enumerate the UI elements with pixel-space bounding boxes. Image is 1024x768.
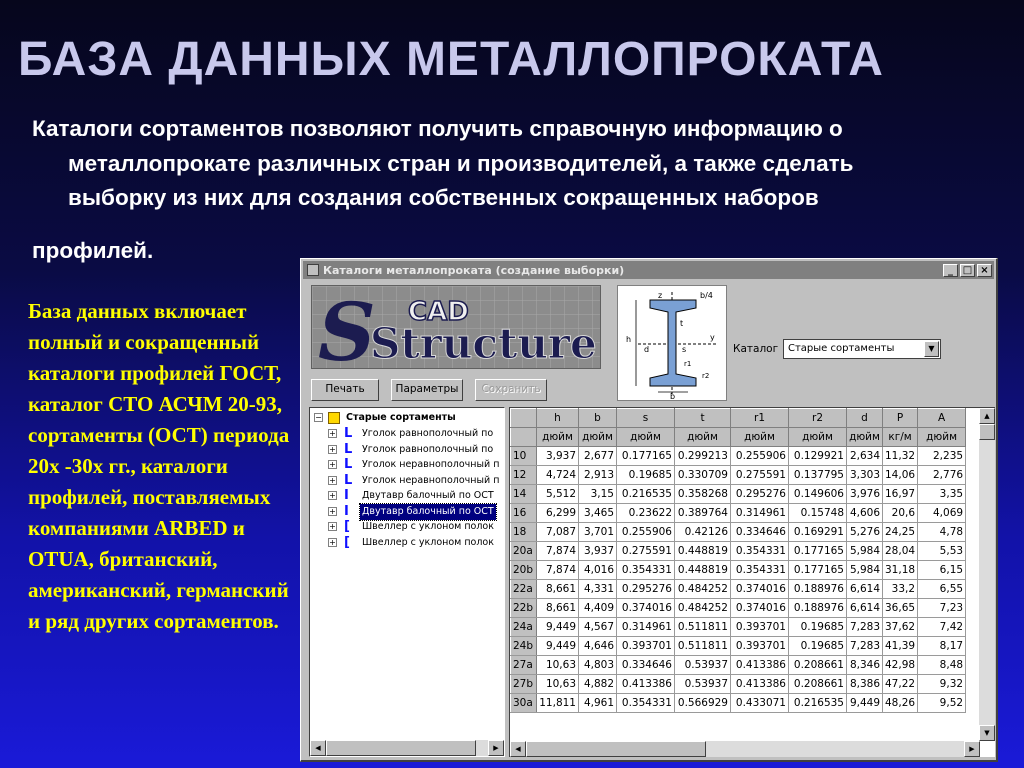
table-row[interactable] <box>511 485 966 504</box>
table-cell: 28,04 <box>883 542 918 561</box>
catalog-window <box>300 258 998 762</box>
grid-scroll-left-icon[interactable]: ◀ <box>510 741 526 757</box>
tree-item[interactable] <box>328 457 504 473</box>
table-cell: 0.354331 <box>617 561 675 580</box>
table-cell: 4,606 <box>847 504 883 523</box>
column-header: r1 <box>731 409 789 428</box>
unit-cell: дюйм <box>731 428 789 447</box>
table-cell: 0.393701 <box>731 637 789 656</box>
row-header: 27b <box>511 675 537 694</box>
label-b: b <box>670 392 676 400</box>
profile-data-grid[interactable] <box>509 407 995 757</box>
table-cell: 0.19685 <box>617 466 675 485</box>
unit-cell: дюйм <box>675 428 731 447</box>
parameters-button[interactable]: Параметры <box>391 379 463 401</box>
unit-cell: дюйм <box>789 428 847 447</box>
table-cell: 7,283 <box>847 637 883 656</box>
table-cell: 0.177165 <box>617 447 675 466</box>
table-cell: 0.53937 <box>675 656 731 675</box>
table-cell: 6,614 <box>847 580 883 599</box>
logo-big-s: S <box>318 286 376 368</box>
profile-shape-icon: L <box>344 457 353 472</box>
table-cell: 6,15 <box>918 561 966 580</box>
profile-shape-icon: [ <box>344 519 350 534</box>
table-cell: 0.354331 <box>617 694 675 713</box>
table-cell: 7,874 <box>537 542 579 561</box>
row-header: 16 <box>511 504 537 523</box>
table-cell: 4,069 <box>918 504 966 523</box>
table-cell: 0.413386 <box>731 656 789 675</box>
expand-icon[interactable]: + <box>329 475 336 485</box>
table-cell: 4,78 <box>918 523 966 542</box>
table-cell: 0.334646 <box>617 656 675 675</box>
table-cell: 0.15748 <box>789 504 847 523</box>
table-row[interactable] <box>511 542 966 561</box>
table-cell: 0.53937 <box>675 675 731 694</box>
expand-icon[interactable]: + <box>329 491 336 500</box>
table-cell: 0.448819 <box>675 561 731 580</box>
table-cell: 47,22 <box>883 675 918 694</box>
table-cell: 0.19685 <box>789 637 847 656</box>
profile-shape-icon: I <box>344 488 349 503</box>
table-cell: 0.374016 <box>731 599 789 618</box>
table-cell: 48,26 <box>883 694 918 713</box>
profile-table <box>510 408 966 713</box>
grid-header-row <box>511 409 966 428</box>
table-cell: 0.314961 <box>617 618 675 637</box>
expand-icon[interactable]: + <box>329 537 336 547</box>
table-cell: 7,874 <box>537 561 579 580</box>
table-row[interactable] <box>511 694 966 713</box>
table-cell: 8,48 <box>918 656 966 675</box>
table-cell: 0.354331 <box>731 542 789 561</box>
row-header: 22b <box>511 599 537 618</box>
grid-vertical-scrollbar[interactable] <box>979 408 995 741</box>
expand-icon[interactable]: + <box>329 522 336 531</box>
tree-item-label: Уголок равнополочный по <box>362 428 494 439</box>
table-cell: 0.255906 <box>617 523 675 542</box>
minimize-icon[interactable]: _ <box>943 264 958 277</box>
table-cell: 9,449 <box>847 694 883 713</box>
table-row[interactable] <box>511 637 966 656</box>
table-cell: 11,811 <box>537 694 579 713</box>
table-cell: 4,331 <box>579 580 617 599</box>
table-cell: 0.216535 <box>617 485 675 504</box>
table-cell: 0.448819 <box>675 542 731 561</box>
table-cell: 0.393701 <box>617 637 675 656</box>
tree-item-label: Двутавр балочный по ОСТ <box>360 504 496 520</box>
row-header: 30a <box>511 694 537 713</box>
unit-cell: кг/м <box>883 428 918 447</box>
window-titlebar[interactable] <box>303 261 994 279</box>
table-cell: 4,567 <box>579 618 617 637</box>
table-cell: 37,62 <box>883 618 918 637</box>
catalog-tree[interactable] <box>309 407 505 757</box>
table-cell: 7,087 <box>537 523 579 542</box>
table-cell: 0.149606 <box>789 485 847 504</box>
table-cell: 2,776 <box>918 466 966 485</box>
logo-structure-text: Structure <box>370 319 597 368</box>
row-header: 12 <box>511 466 537 485</box>
chevron-down-icon[interactable]: ▼ <box>924 341 939 357</box>
row-header: 18 <box>511 523 537 542</box>
table-cell: 3,35 <box>918 485 966 504</box>
table-cell: 0.216535 <box>789 694 847 713</box>
table-row[interactable] <box>511 675 966 694</box>
row-header: 10 <box>511 447 537 466</box>
tree-item-label: Двутавр балочный по ОСТ <box>362 490 494 501</box>
row-header: 14 <box>511 485 537 504</box>
table-cell: 42,98 <box>883 656 918 675</box>
table-cell: 8,386 <box>847 675 883 694</box>
label-r1: r1 <box>684 360 692 368</box>
slide-title: БАЗА ДАННЫХ МЕТАЛЛОПРОКАТА <box>18 33 884 86</box>
cad-structure-logo <box>311 285 601 369</box>
table-cell: 2,913 <box>579 466 617 485</box>
window-app-icon <box>307 264 319 276</box>
catalog-select-value: Старые сортаменты <box>788 343 895 354</box>
grid-scroll-right-icon[interactable]: ▶ <box>964 741 980 757</box>
tree-horizontal-scrollbar[interactable] <box>310 740 504 756</box>
table-cell: 0.188976 <box>789 580 847 599</box>
label-d: d <box>644 345 650 354</box>
table-cell: 0.354331 <box>731 561 789 580</box>
tree-item[interactable] <box>328 442 504 458</box>
table-cell: 0.42126 <box>675 523 731 542</box>
unit-cell: дюйм <box>537 428 579 447</box>
tree-item[interactable] <box>328 426 504 442</box>
table-cell: 0.255906 <box>731 447 789 466</box>
table-cell: 31,18 <box>883 561 918 580</box>
scroll-left-icon[interactable]: ◀ <box>310 740 326 756</box>
label-y: y <box>710 333 715 342</box>
table-cell: 36,65 <box>883 599 918 618</box>
table-cell: 0.299213 <box>675 447 731 466</box>
table-row[interactable] <box>511 504 966 523</box>
row-header: 22a <box>511 580 537 599</box>
tree-item[interactable] <box>328 473 504 489</box>
table-cell: 0.433071 <box>731 694 789 713</box>
profile-shape-icon: L <box>344 441 353 457</box>
table-cell: 6,299 <box>537 504 579 523</box>
table-cell: 0.19685 <box>789 618 847 637</box>
expand-icon[interactable]: + <box>329 460 336 469</box>
table-cell: 5,984 <box>847 542 883 561</box>
table-cell: 3,15 <box>579 485 617 504</box>
column-header: P <box>883 409 918 428</box>
table-cell: 9,32 <box>918 675 966 694</box>
table-cell: 8,346 <box>847 656 883 675</box>
table-cell: 41,39 <box>883 637 918 656</box>
table-cell: 8,661 <box>537 580 579 599</box>
label-z: z <box>658 291 663 300</box>
table-cell: 24,25 <box>883 523 918 542</box>
label-t: t <box>680 319 684 328</box>
corner-cell <box>511 409 537 428</box>
label-s: s <box>682 345 687 354</box>
table-cell: 0.295276 <box>617 580 675 599</box>
table-cell: 20,6 <box>883 504 918 523</box>
table-cell: 0.314961 <box>731 504 789 523</box>
table-cell: 4,646 <box>579 637 617 656</box>
table-cell: 5,984 <box>847 561 883 580</box>
expand-icon[interactable]: + <box>329 429 336 438</box>
column-header: b <box>579 409 617 428</box>
table-cell: 2,677 <box>579 447 617 466</box>
table-cell: 0.295276 <box>731 485 789 504</box>
label-h: h <box>626 335 632 344</box>
tree-item-label: Швеллер с уклоном полок <box>362 521 494 532</box>
table-cell: 5,276 <box>847 523 883 542</box>
unit-cell: дюйм <box>579 428 617 447</box>
table-cell: 5,53 <box>918 542 966 561</box>
table-cell: 0.393701 <box>731 618 789 637</box>
column-header: r2 <box>789 409 847 428</box>
table-cell: 9,52 <box>918 694 966 713</box>
scroll-right-icon[interactable]: ▶ <box>488 740 504 756</box>
scroll-down-icon[interactable]: ▼ <box>979 725 995 741</box>
unit-cell: дюйм <box>918 428 966 447</box>
table-cell: 0.484252 <box>675 599 731 618</box>
scroll-up-icon[interactable]: ▲ <box>979 408 995 424</box>
table-row[interactable] <box>511 656 966 675</box>
table-cell: 2,235 <box>918 447 966 466</box>
table-cell: 0.511811 <box>675 618 731 637</box>
table-cell: 9,449 <box>537 618 579 637</box>
column-header: t <box>675 409 731 428</box>
column-header: h <box>537 409 579 428</box>
row-header: 24b <box>511 637 537 656</box>
unit-cell: дюйм <box>847 428 883 447</box>
table-row[interactable] <box>511 599 966 618</box>
save-button[interactable]: Сохранить <box>475 379 547 401</box>
table-row[interactable] <box>511 447 966 466</box>
table-cell: 10,63 <box>537 656 579 675</box>
table-cell: 0.511811 <box>675 637 731 656</box>
tree-item[interactable] <box>328 535 504 551</box>
table-cell: 6,55 <box>918 580 966 599</box>
tree-item-label: Уголок неравнополочный п <box>362 474 500 486</box>
grid-vscroll-thumb[interactable] <box>979 424 995 440</box>
table-cell: 3,701 <box>579 523 617 542</box>
row-header: 20a <box>511 542 537 561</box>
profile-shape-icon: L <box>344 426 353 441</box>
table-cell: 0.177165 <box>789 542 847 561</box>
table-cell: 2,634 <box>847 447 883 466</box>
table-cell: 0.566929 <box>675 694 731 713</box>
table-cell: 11,32 <box>883 447 918 466</box>
intro-paragraph <box>32 112 876 268</box>
print-button[interactable]: Печать <box>311 379 379 401</box>
table-cell: 4,961 <box>579 694 617 713</box>
catalog-label: Каталог <box>733 343 779 355</box>
scroll-thumb[interactable] <box>326 740 476 756</box>
folder-icon <box>328 412 340 424</box>
table-cell: 3,976 <box>847 485 883 504</box>
label-r2: r2 <box>702 372 710 380</box>
table-cell: 0.413386 <box>731 675 789 694</box>
table-cell: 0.177165 <box>789 561 847 580</box>
table-cell: 8,17 <box>918 637 966 656</box>
table-cell: 0.188976 <box>789 599 847 618</box>
table-cell: 4,882 <box>579 675 617 694</box>
table-cell: 0.358268 <box>675 485 731 504</box>
column-header: d <box>847 409 883 428</box>
grid-horizontal-scrollbar[interactable] <box>510 741 980 757</box>
row-header: 20b <box>511 561 537 580</box>
column-header: s <box>617 409 675 428</box>
profile-shape-icon: L <box>344 472 353 488</box>
table-row[interactable] <box>511 561 966 580</box>
table-cell: 7,283 <box>847 618 883 637</box>
table-cell: 14,06 <box>883 466 918 485</box>
table-cell: 0.330709 <box>675 466 731 485</box>
table-cell: 3,937 <box>579 542 617 561</box>
table-cell: 0.275591 <box>617 542 675 561</box>
table-cell: 10,63 <box>537 675 579 694</box>
table-cell: 0.23622 <box>617 504 675 523</box>
table-cell: 4,724 <box>537 466 579 485</box>
table-cell: 0.275591 <box>731 466 789 485</box>
tree-item[interactable] <box>328 504 504 520</box>
grid-hscroll-thumb[interactable] <box>526 741 706 757</box>
tree-item-label: Уголок равнополочный по <box>362 443 494 455</box>
table-cell: 0.389764 <box>675 504 731 523</box>
expand-icon[interactable]: + <box>329 444 336 454</box>
table-cell: 4,803 <box>579 656 617 675</box>
collapse-icon[interactable]: − <box>315 413 322 422</box>
tree-item[interactable] <box>328 519 504 535</box>
column-header: A <box>918 409 966 428</box>
units-corner-cell <box>511 428 537 447</box>
table-cell: 7,23 <box>918 599 966 618</box>
row-header: 24a <box>511 618 537 637</box>
table-cell: 0.413386 <box>617 675 675 694</box>
table-cell: 33,2 <box>883 580 918 599</box>
tree-item-label: Швеллер с уклоном полок <box>362 536 494 548</box>
catalog-select[interactable] <box>783 339 941 359</box>
table-cell: 0.137795 <box>789 466 847 485</box>
table-cell: 7,42 <box>918 618 966 637</box>
table-row[interactable] <box>511 466 966 485</box>
i-beam-profile-diagram <box>617 285 727 401</box>
table-cell: 3,465 <box>579 504 617 523</box>
tree-item[interactable] <box>328 488 504 504</box>
table-cell: 4,409 <box>579 599 617 618</box>
table-cell: 0.334646 <box>731 523 789 542</box>
database-description: База данных включает полный и сокращенный каталоги профилей ГОСТ, каталог СТО АСЧМ 20-93, сортаменты (ОСТ) периода 20х -30х гг., каталоги профилей, поставляемых компаниями ARBED и OTUA, британский, американский, германский и ряд других сортаментов. <box>28 299 290 633</box>
table-cell: 0.374016 <box>731 580 789 599</box>
table-row[interactable] <box>511 523 966 542</box>
tree-root-label: Старые сортаменты <box>346 412 456 423</box>
table-cell: 4,016 <box>579 561 617 580</box>
intro-text: Каталоги сортаментов позволяют получить справочную информацию о металлопрокате различных стран и производителей, а также сделать выборку из них для создания собственных сокращенных наборов <box>32 116 854 210</box>
table-row[interactable] <box>511 618 966 637</box>
close-icon[interactable]: × <box>977 264 992 277</box>
profile-shape-icon: I <box>344 503 349 519</box>
table-cell: 0.484252 <box>675 580 731 599</box>
row-header: 27a <box>511 656 537 675</box>
tree-root[interactable] <box>314 410 504 426</box>
table-cell: 0.129921 <box>789 447 847 466</box>
table-cell: 0.208661 <box>789 675 847 694</box>
unit-cell: дюйм <box>617 428 675 447</box>
table-cell: 0.374016 <box>617 599 675 618</box>
table-cell: 0.169291 <box>789 523 847 542</box>
table-cell: 6,614 <box>847 599 883 618</box>
intro-tail: профилей. <box>32 237 154 263</box>
profile-shape-icon: [ <box>344 534 350 550</box>
table-cell: 9,449 <box>537 637 579 656</box>
table-row[interactable] <box>511 580 966 599</box>
table-cell: 16,97 <box>883 485 918 504</box>
logo-cad-text: CAD <box>408 297 469 327</box>
expand-icon[interactable]: + <box>329 506 336 516</box>
table-cell: 5,512 <box>537 485 579 504</box>
tree-item-label: Уголок неравнополочный п <box>362 459 500 470</box>
window-title: Каталоги металлопроката (создание выборки) <box>323 263 625 277</box>
table-cell: 8,661 <box>537 599 579 618</box>
label-b4: b/4 <box>700 291 713 300</box>
maximize-icon[interactable]: □ <box>960 264 975 277</box>
table-cell: 3,303 <box>847 466 883 485</box>
table-cell: 0.208661 <box>789 656 847 675</box>
table-cell: 3,937 <box>537 447 579 466</box>
grid-units-row <box>511 428 966 447</box>
